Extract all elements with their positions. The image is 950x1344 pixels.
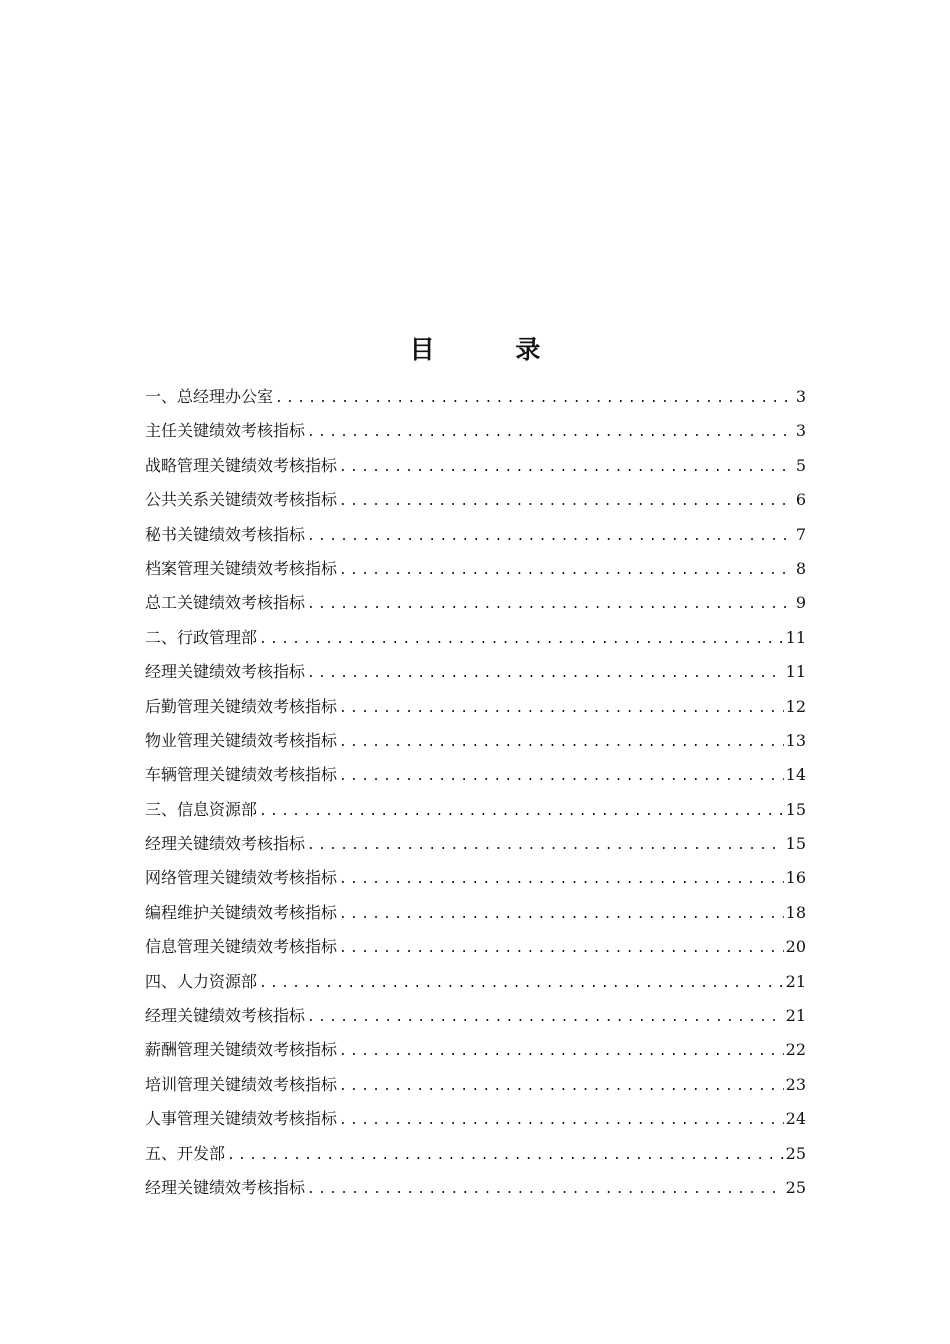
toc-dot-leader xyxy=(339,898,784,930)
toc-dot-leader xyxy=(339,1035,784,1067)
toc-entry[interactable] xyxy=(145,793,806,827)
toc-dot-leader xyxy=(307,829,784,861)
toc-entry-label: 秘书关键绩效考核指标 xyxy=(145,524,306,544)
toc-entry-label: 总工关键绩效考核指标 xyxy=(145,593,306,613)
toc-entry-page-number: 24 xyxy=(785,1109,806,1129)
toc-dot-leader xyxy=(307,1001,784,1033)
toc-entry-label: 公共关系关键绩效考核指标 xyxy=(145,490,338,510)
toc-entry-label: 经理关键绩效考核指标 xyxy=(145,1006,306,1026)
toc-entry[interactable] xyxy=(145,518,806,552)
toc-dot-leader xyxy=(259,967,784,999)
toc-dot-leader xyxy=(307,1173,784,1205)
toc-dot-leader xyxy=(339,1104,784,1136)
toc-entry-page-number: 12 xyxy=(785,696,806,716)
toc-entry[interactable] xyxy=(145,1102,806,1136)
toc-entry-page-number: 13 xyxy=(785,730,806,750)
toc-entry-label: 培训管理关键绩效考核指标 xyxy=(145,1074,338,1094)
toc-entry[interactable] xyxy=(145,965,806,999)
toc-entry[interactable] xyxy=(145,414,806,448)
toc-dot-leader xyxy=(339,932,784,964)
toc-entry[interactable] xyxy=(145,724,806,758)
toc-entry[interactable] xyxy=(145,380,806,414)
toc-entry[interactable] xyxy=(145,655,806,689)
toc-dot-leader xyxy=(259,623,784,655)
toc-entry-label: 网络管理关键绩效考核指标 xyxy=(145,868,338,888)
toc-entry-label: 物业管理关键绩效考核指标 xyxy=(145,730,338,750)
toc-dot-leader xyxy=(339,451,794,483)
toc-dot-leader xyxy=(227,1139,784,1171)
toc-dot-leader xyxy=(339,863,784,895)
toc-dot-leader xyxy=(339,554,794,586)
toc-entry-label: 档案管理关键绩效考核指标 xyxy=(145,558,338,578)
toc-list xyxy=(145,380,806,1205)
toc-entry-label: 经理关键绩效考核指标 xyxy=(145,1177,306,1197)
toc-entry-label: 二、行政管理部 xyxy=(145,627,258,647)
toc-entry-label: 经理关键绩效考核指标 xyxy=(145,662,306,682)
toc-entry[interactable] xyxy=(145,861,806,895)
toc-entry[interactable] xyxy=(145,930,806,964)
toc-entry-label: 信息管理关键绩效考核指标 xyxy=(145,937,338,957)
toc-entry-page-number: 14 xyxy=(785,765,806,785)
toc-entry-page-number: 18 xyxy=(785,902,806,922)
toc-entry[interactable] xyxy=(145,690,806,724)
toc-dot-leader xyxy=(259,795,784,827)
toc-dot-leader xyxy=(307,588,794,620)
toc-entry-label: 四、人力资源部 xyxy=(145,971,258,991)
toc-entry-page-number: 16 xyxy=(785,868,806,888)
toc-entry[interactable] xyxy=(145,1033,806,1067)
toc-entry[interactable] xyxy=(145,1171,806,1205)
toc-entry-label: 车辆管理关键绩效考核指标 xyxy=(145,765,338,785)
toc-entry-label: 五、开发部 xyxy=(145,1143,226,1163)
toc-entry-label: 编程维护关键绩效考核指标 xyxy=(145,902,338,922)
toc-entry-label: 后勤管理关键绩效考核指标 xyxy=(145,696,338,716)
toc-entry-page-number: 21 xyxy=(785,971,806,991)
toc-dot-leader xyxy=(339,760,784,792)
toc-entry-page-number: 11 xyxy=(785,627,806,647)
toc-entry-page-number: 15 xyxy=(785,799,806,819)
toc-entry-page-number: 9 xyxy=(795,593,806,613)
toc-dot-leader xyxy=(307,520,794,552)
toc-entry-page-number: 11 xyxy=(785,662,806,682)
toc-entry-label: 人事管理关键绩效考核指标 xyxy=(145,1109,338,1129)
toc-entry[interactable] xyxy=(145,1068,806,1102)
toc-entry[interactable] xyxy=(145,449,806,483)
toc-entry-page-number: 20 xyxy=(785,937,806,957)
toc-entry-label: 战略管理关键绩效考核指标 xyxy=(145,455,338,475)
toc-entry[interactable] xyxy=(145,621,806,655)
toc-entry-page-number: 3 xyxy=(795,421,806,441)
toc-entry[interactable] xyxy=(145,552,806,586)
toc-entry-label: 经理关键绩效考核指标 xyxy=(145,834,306,854)
toc-entry-page-number: 25 xyxy=(785,1143,806,1163)
toc-entry-page-number: 3 xyxy=(795,387,806,406)
toc-entry-page-number: 7 xyxy=(795,524,806,544)
toc-entry[interactable] xyxy=(145,896,806,930)
toc-entry[interactable] xyxy=(145,1137,806,1171)
toc-entry-page-number: 6 xyxy=(795,490,806,510)
toc-entry-page-number: 15 xyxy=(785,834,806,854)
toc-dot-leader xyxy=(339,1070,784,1102)
toc-dot-leader xyxy=(275,382,794,414)
toc-entry[interactable] xyxy=(145,999,806,1033)
toc-entry[interactable] xyxy=(145,758,806,792)
toc-dot-leader xyxy=(339,485,794,517)
toc-dot-leader xyxy=(339,726,784,758)
toc-entry-page-number: 5 xyxy=(795,455,806,475)
toc-entry-label: 三、信息资源部 xyxy=(145,799,258,819)
toc-dot-leader xyxy=(339,692,784,724)
toc-title: 目 录 xyxy=(409,335,577,364)
toc-entry-label: 薪酬管理关键绩效考核指标 xyxy=(145,1040,338,1060)
toc-entry-page-number: 8 xyxy=(795,558,806,578)
toc-entry-page-number: 23 xyxy=(785,1074,806,1094)
toc-dot-leader xyxy=(307,416,794,448)
toc-entry-label: 主任关键绩效考核指标 xyxy=(145,421,306,441)
toc-entry[interactable] xyxy=(145,586,806,620)
toc-entry[interactable] xyxy=(145,827,806,861)
toc-entry-page-number: 21 xyxy=(785,1006,806,1026)
toc-entry-label: 一、总经理办公室 xyxy=(145,387,274,406)
toc-entry-page-number: 25 xyxy=(785,1177,806,1197)
toc-entry[interactable] xyxy=(145,483,806,517)
toc-dot-leader xyxy=(307,657,784,689)
toc-entry-page-number: 22 xyxy=(785,1040,806,1060)
